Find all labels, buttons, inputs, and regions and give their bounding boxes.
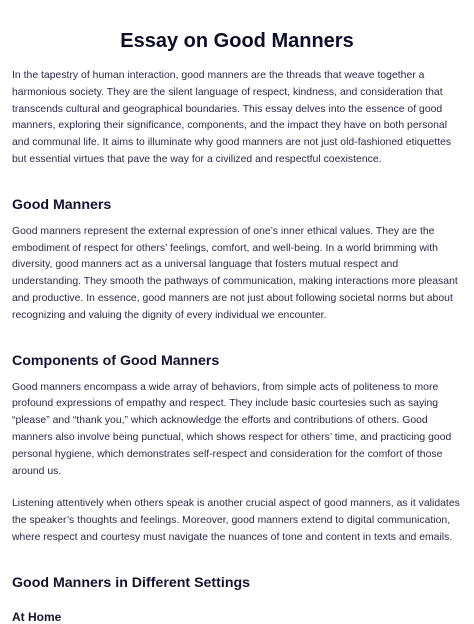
- intro-paragraph: In the tapestry of human interaction, good manners are the threads that weave together a harmonious society. They are the silent language of respect, kindness, and consideration that transcends cultural and geographical boundaries. This essay delves into the essence of good manners, exploring their significance, components, and the impact they have on both personal and communal life. It aims to illuminate why good manners are not just old-fashioned etiquettes but essential virtues that pave the way for a civilized and respectful coexistence.: [12, 70, 452, 165]
- components-paragraph-1: Good manners encompass a wide array of behaviors, from simple acts of politeness to more profound expressions of empathy and respect. They include basic courtesies such as saying “please” and “thank you,” which acknowledge the efforts and contributions of others. Good manners also involve being punctual, which shows respect for others’ time, and practicing good personal hygiene, which demonstrates self-respect and consideration for the comfort of those around us.: [12, 381, 452, 477]
- section-heading-components: Components of Good Manners: [12, 352, 220, 369]
- good-manners-paragraph: Good manners represent the external expression of one’s inner ethical values. They are the embodiment of respect for others’ feelings, comfort, and well-being. In a world brimming with diversity, good manners act as a universal language that fosters mutual respect and understanding. They smooth the pathways of communication, making interactions more pleasant and productive. In essence, good manners are not just about following societal norms but about recognizing and valuing the dignity of every individual we encounter.: [12, 225, 458, 321]
- subsection-heading-at-home: At Home: [12, 609, 62, 624]
- page-title: Essay on Good Manners: [120, 30, 354, 52]
- components-paragraph-2: Listening attentively when others speak is another crucial aspect of good manners, as it validates the speaker’s thoughts and feelings. Moreover, good manners extend to digital communication, where respect and courtesy must navigate the nuances of tone and content in texts and emails.: [12, 498, 460, 543]
- section-heading-settings: Good Manners in Different Settings: [12, 574, 251, 591]
- section-heading-good-manners: Good Manners: [12, 196, 112, 213]
